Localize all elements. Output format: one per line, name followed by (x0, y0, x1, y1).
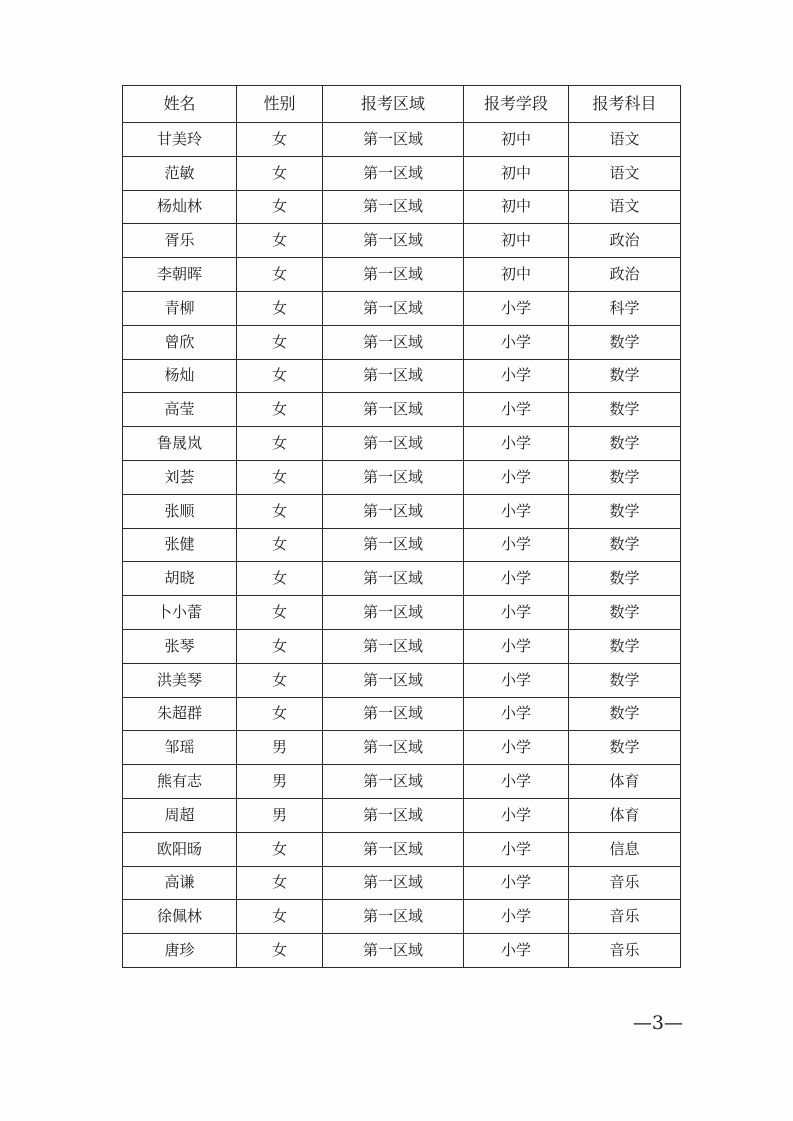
table-row (123, 156, 681, 190)
table-row (123, 325, 681, 359)
cell-subject: 音乐 (569, 934, 681, 968)
cell-name: 欧阳旸 (123, 832, 237, 866)
cell-stage: 小学 (464, 629, 569, 663)
cell-subject: 数学 (569, 427, 681, 461)
cell-name: 卜小蕾 (123, 596, 237, 630)
cell-stage: 小学 (464, 765, 569, 799)
cell-region: 第一区域 (323, 123, 464, 157)
table-row (123, 731, 681, 765)
cell-gender: 女 (237, 460, 323, 494)
cell-gender: 女 (237, 393, 323, 427)
cell-subject: 信息 (569, 832, 681, 866)
cell-stage: 小学 (464, 460, 569, 494)
cell-gender: 男 (237, 798, 323, 832)
cell-region: 第一区域 (323, 697, 464, 731)
cell-region: 第一区域 (323, 596, 464, 630)
cell-stage: 小学 (464, 934, 569, 968)
cell-stage: 小学 (464, 359, 569, 393)
cell-gender: 女 (237, 291, 323, 325)
table-row (123, 866, 681, 900)
cell-gender: 女 (237, 494, 323, 528)
cell-name: 胥乐 (123, 224, 237, 258)
cell-gender: 女 (237, 190, 323, 224)
header-stage: 报考学段 (464, 86, 569, 123)
cell-gender: 女 (237, 900, 323, 934)
cell-region: 第一区域 (323, 460, 464, 494)
cell-name: 周超 (123, 798, 237, 832)
cell-subject: 科学 (569, 291, 681, 325)
table-row (123, 900, 681, 934)
cell-gender: 女 (237, 663, 323, 697)
cell-name: 唐珍 (123, 934, 237, 968)
cell-stage: 小学 (464, 866, 569, 900)
cell-stage: 小学 (464, 697, 569, 731)
cell-region: 第一区域 (323, 325, 464, 359)
table-row (123, 596, 681, 630)
cell-region: 第一区域 (323, 731, 464, 765)
cell-stage: 小学 (464, 832, 569, 866)
cell-stage: 初中 (464, 156, 569, 190)
cell-subject: 数学 (569, 663, 681, 697)
cell-subject: 数学 (569, 697, 681, 731)
header-subject: 报考科目 (569, 86, 681, 123)
cell-name: 杨灿林 (123, 190, 237, 224)
table-header-row (123, 86, 681, 123)
cell-gender: 女 (237, 156, 323, 190)
cell-name: 朱超群 (123, 697, 237, 731)
cell-stage: 小学 (464, 393, 569, 427)
cell-region: 第一区域 (323, 494, 464, 528)
cell-region: 第一区域 (323, 663, 464, 697)
cell-subject: 数学 (569, 325, 681, 359)
table-row (123, 562, 681, 596)
table-row (123, 190, 681, 224)
cell-region: 第一区域 (323, 528, 464, 562)
cell-gender: 女 (237, 866, 323, 900)
cell-subject: 数学 (569, 596, 681, 630)
cell-gender: 女 (237, 359, 323, 393)
header-gender: 性别 (237, 86, 323, 123)
cell-stage: 小学 (464, 291, 569, 325)
cell-name: 胡晓 (123, 562, 237, 596)
cell-subject: 语文 (569, 190, 681, 224)
cell-stage: 初中 (464, 258, 569, 292)
cell-stage: 小学 (464, 663, 569, 697)
table-row (123, 798, 681, 832)
table-row (123, 663, 681, 697)
cell-name: 青柳 (123, 291, 237, 325)
cell-gender: 女 (237, 596, 323, 630)
page-number: —3— (632, 1012, 683, 1034)
table-row (123, 258, 681, 292)
cell-region: 第一区域 (323, 258, 464, 292)
cell-name: 徐佩林 (123, 900, 237, 934)
cell-stage: 初中 (464, 123, 569, 157)
table-row (123, 934, 681, 968)
cell-subject: 音乐 (569, 900, 681, 934)
cell-name: 洪美琴 (123, 663, 237, 697)
cell-region: 第一区域 (323, 291, 464, 325)
cell-stage: 小学 (464, 325, 569, 359)
table-row (123, 359, 681, 393)
cell-gender: 男 (237, 731, 323, 765)
table-row (123, 494, 681, 528)
cell-stage: 小学 (464, 900, 569, 934)
table-row (123, 460, 681, 494)
cell-name: 邹瑶 (123, 731, 237, 765)
cell-subject: 数学 (569, 731, 681, 765)
cell-region: 第一区域 (323, 224, 464, 258)
cell-name: 范敏 (123, 156, 237, 190)
cell-gender: 女 (237, 123, 323, 157)
table-row (123, 393, 681, 427)
cell-subject: 数学 (569, 629, 681, 663)
cell-region: 第一区域 (323, 866, 464, 900)
cell-name: 鲁晟岚 (123, 427, 237, 461)
cell-subject: 语文 (569, 156, 681, 190)
cell-name: 高莹 (123, 393, 237, 427)
table-header (123, 86, 681, 123)
cell-gender: 女 (237, 934, 323, 968)
cell-name: 张琴 (123, 629, 237, 663)
cell-name: 甘美玲 (123, 123, 237, 157)
cell-region: 第一区域 (323, 156, 464, 190)
cell-region: 第一区域 (323, 359, 464, 393)
cell-gender: 女 (237, 629, 323, 663)
cell-name: 杨灿 (123, 359, 237, 393)
table-row (123, 528, 681, 562)
table-row (123, 832, 681, 866)
cell-subject: 数学 (569, 494, 681, 528)
cell-gender: 女 (237, 832, 323, 866)
cell-gender: 女 (237, 562, 323, 596)
cell-region: 第一区域 (323, 562, 464, 596)
table-row (123, 697, 681, 731)
cell-gender: 男 (237, 765, 323, 799)
cell-gender: 女 (237, 325, 323, 359)
cell-subject: 数学 (569, 562, 681, 596)
cell-subject: 数学 (569, 393, 681, 427)
cell-name: 刘荟 (123, 460, 237, 494)
cell-stage: 小学 (464, 798, 569, 832)
cell-name: 高谦 (123, 866, 237, 900)
cell-region: 第一区域 (323, 900, 464, 934)
table-row (123, 427, 681, 461)
cell-subject: 政治 (569, 224, 681, 258)
cell-gender: 女 (237, 528, 323, 562)
cell-name: 张顺 (123, 494, 237, 528)
cell-subject: 体育 (569, 798, 681, 832)
header-name: 姓名 (123, 86, 237, 123)
cell-subject: 政治 (569, 258, 681, 292)
roster-table (122, 85, 681, 968)
cell-region: 第一区域 (323, 427, 464, 461)
cell-subject: 数学 (569, 528, 681, 562)
cell-region: 第一区域 (323, 832, 464, 866)
cell-gender: 女 (237, 224, 323, 258)
cell-region: 第一区域 (323, 190, 464, 224)
table-row (123, 765, 681, 799)
cell-name: 李朝晖 (123, 258, 237, 292)
roster-table-container (122, 85, 680, 968)
cell-name: 张健 (123, 528, 237, 562)
cell-stage: 初中 (464, 224, 569, 258)
header-region: 报考区域 (323, 86, 464, 123)
cell-subject: 数学 (569, 460, 681, 494)
cell-region: 第一区域 (323, 765, 464, 799)
cell-subject: 体育 (569, 765, 681, 799)
cell-gender: 女 (237, 427, 323, 461)
table-row (123, 123, 681, 157)
cell-stage: 小学 (464, 596, 569, 630)
cell-stage: 小学 (464, 427, 569, 461)
cell-name: 熊有志 (123, 765, 237, 799)
cell-subject: 数学 (569, 359, 681, 393)
cell-gender: 女 (237, 258, 323, 292)
table-row (123, 224, 681, 258)
cell-stage: 小学 (464, 562, 569, 596)
table-body (123, 123, 681, 968)
cell-region: 第一区域 (323, 629, 464, 663)
cell-stage: 小学 (464, 528, 569, 562)
cell-region: 第一区域 (323, 393, 464, 427)
cell-region: 第一区域 (323, 934, 464, 968)
cell-stage: 小学 (464, 494, 569, 528)
cell-gender: 女 (237, 697, 323, 731)
table-row (123, 629, 681, 663)
cell-stage: 初中 (464, 190, 569, 224)
cell-subject: 音乐 (569, 866, 681, 900)
cell-region: 第一区域 (323, 798, 464, 832)
cell-stage: 小学 (464, 731, 569, 765)
cell-name: 曾欣 (123, 325, 237, 359)
cell-subject: 语文 (569, 123, 681, 157)
table-row (123, 291, 681, 325)
